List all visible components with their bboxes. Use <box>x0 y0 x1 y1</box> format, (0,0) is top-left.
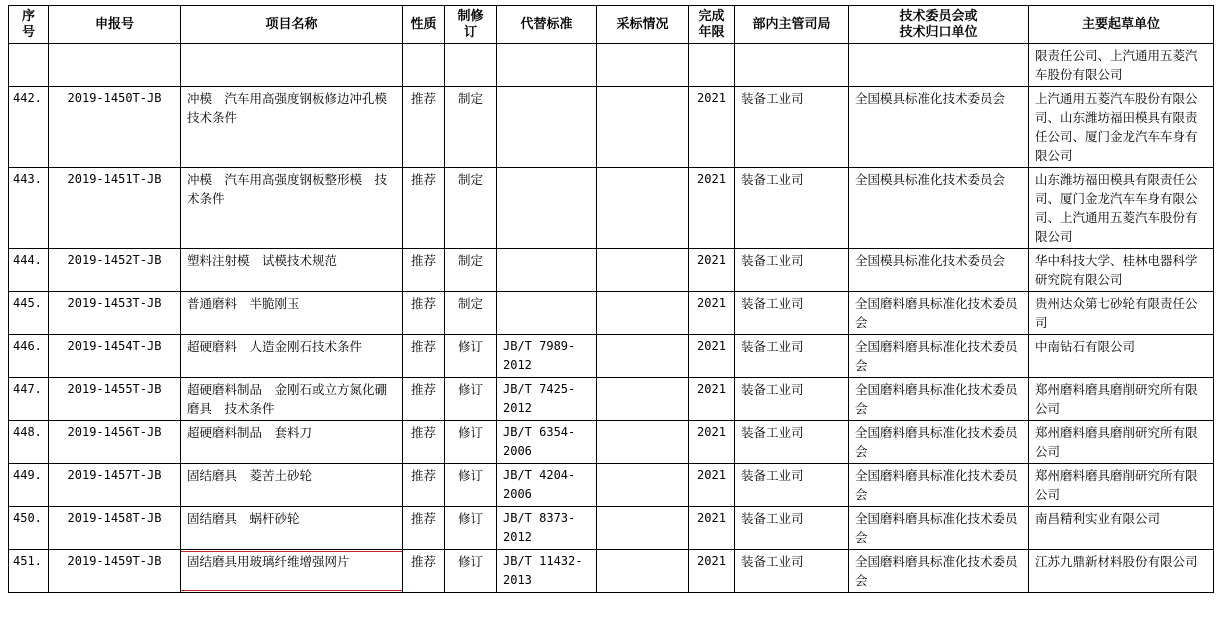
cell-dept: 装备工业司 <box>735 421 849 464</box>
cell-name: 超硬磨料制品 套料刀 <box>181 421 403 464</box>
cell-dept: 装备工业司 <box>735 335 849 378</box>
cell-seq <box>9 44 49 87</box>
cell-rev: 修订 <box>445 464 497 507</box>
header-rev: 制修 订 <box>445 6 497 44</box>
cell-year: 2021 <box>689 335 735 378</box>
cell-committee: 全国磨料磨具标准化技术委员会 <box>849 292 1029 335</box>
cell-dept: 装备工业司 <box>735 249 849 292</box>
cell-code: 2019-1453T-JB <box>49 292 181 335</box>
cell-adopt <box>597 378 689 421</box>
cell-adopt <box>597 335 689 378</box>
cell-nature: 推荐 <box>403 378 445 421</box>
cell-replace <box>497 168 597 249</box>
table-row <box>9 507 1214 550</box>
cell-replace <box>497 249 597 292</box>
cell-drafter: 江苏九鼎新材料股份有限公司 <box>1029 550 1214 593</box>
cell-rev: 修订 <box>445 507 497 550</box>
header-replace: 代替标准 <box>497 6 597 44</box>
cell-name: 塑料注射模 试模技术规范 <box>181 249 403 292</box>
cell-dept: 装备工业司 <box>735 378 849 421</box>
cell-drafter: 贵州达众第七砂轮有限责任公司 <box>1029 292 1214 335</box>
cell-nature: 推荐 <box>403 507 445 550</box>
header-name: 项目名称 <box>181 6 403 44</box>
cell-year: 2021 <box>689 292 735 335</box>
cell-code: 2019-1454T-JB <box>49 335 181 378</box>
cell-nature: 推荐 <box>403 292 445 335</box>
cell-seq: 442. <box>9 87 49 168</box>
cell-year: 2021 <box>689 168 735 249</box>
table-row <box>9 292 1214 335</box>
cell-year: 2021 <box>689 249 735 292</box>
header-seq: 序 号 <box>9 6 49 44</box>
cell-seq: 448. <box>9 421 49 464</box>
cell-drafter: 上汽通用五菱汽车股份有限公司、山东潍坊福田模具有限责任公司、厦门金龙汽车车身有限公司 <box>1029 87 1214 168</box>
cell-replace <box>497 87 597 168</box>
cell-dept: 装备工业司 <box>735 87 849 168</box>
cell-replace: JB/T 6354-2006 <box>497 421 597 464</box>
cell-committee: 全国磨料磨具标准化技术委员会 <box>849 421 1029 464</box>
cell-rev: 修订 <box>445 335 497 378</box>
cell-dept: 装备工业司 <box>735 550 849 593</box>
cell-code: 2019-1451T-JB <box>49 168 181 249</box>
cell-name: 超硬磨料 人造金刚石技术条件 <box>181 335 403 378</box>
cell-dept: 装备工业司 <box>735 168 849 249</box>
header-code: 申报号 <box>49 6 181 44</box>
cell-code: 2019-1456T-JB <box>49 421 181 464</box>
cell-nature: 推荐 <box>403 249 445 292</box>
cell-year: 2021 <box>689 87 735 168</box>
cell-nature: 推荐 <box>403 335 445 378</box>
header-year: 完成 年限 <box>689 6 735 44</box>
cell-committee: 全国模具标准化技术委员会 <box>849 87 1029 168</box>
cell-name: 固结磨具 蜗杆砂轮 <box>181 507 403 550</box>
cell-adopt <box>597 507 689 550</box>
cell-nature <box>403 44 445 87</box>
cell-year: 2021 <box>689 550 735 593</box>
table-row <box>9 378 1214 421</box>
cell-code: 2019-1457T-JB <box>49 464 181 507</box>
cell-committee: 全国磨料磨具标准化技术委员会 <box>849 335 1029 378</box>
cell-adopt <box>597 249 689 292</box>
cell-nature: 推荐 <box>403 464 445 507</box>
header-committee: 技术委员会或 技术归口单位 <box>849 6 1029 44</box>
cell-adopt <box>597 87 689 168</box>
table-row <box>9 421 1214 464</box>
cell-code: 2019-1452T-JB <box>49 249 181 292</box>
cell-rev: 修订 <box>445 378 497 421</box>
table-row-continuation <box>9 44 1214 87</box>
table-row <box>9 464 1214 507</box>
cell-name: 超硬磨料制品 金刚石或立方氮化硼磨具 技术条件 <box>181 378 403 421</box>
cell-name: 固结磨具 菱苦土砂轮 <box>181 464 403 507</box>
cell-adopt <box>597 421 689 464</box>
cell-adopt <box>597 550 689 593</box>
cell-rev: 修订 <box>445 550 497 593</box>
cell-name: 冲模 汽车用高强度钢板修边冲孔模 技术条件 <box>181 87 403 168</box>
cell-seq: 450. <box>9 507 49 550</box>
cell-replace <box>497 292 597 335</box>
cell-nature: 推荐 <box>403 87 445 168</box>
table-row <box>9 335 1214 378</box>
cell-rev <box>445 44 497 87</box>
cell-drafter: 郑州磨料磨具磨削研究所有限公司 <box>1029 421 1214 464</box>
cell-drafter: 山东潍坊福田模具有限责任公司、厦门金龙汽车车身有限公司、上汽通用五菱汽车股份有限公司 <box>1029 168 1214 249</box>
cell-nature: 推荐 <box>403 550 445 593</box>
cell-adopt <box>597 168 689 249</box>
table-row <box>9 168 1214 249</box>
cell-name <box>181 550 403 593</box>
cell-seq: 444. <box>9 249 49 292</box>
cell-dept: 装备工业司 <box>735 507 849 550</box>
cell-committee: 全国模具标准化技术委员会 <box>849 168 1029 249</box>
cell-drafter: 郑州磨料磨具磨削研究所有限公司 <box>1029 464 1214 507</box>
cell-replace: JB/T 7989-2012 <box>497 335 597 378</box>
cell-rev: 制定 <box>445 249 497 292</box>
cell-nature: 推荐 <box>403 421 445 464</box>
cell-code: 2019-1450T-JB <box>49 87 181 168</box>
cell-adopt <box>597 464 689 507</box>
table-row <box>9 249 1214 292</box>
table-row <box>9 550 1214 593</box>
header-dept: 部内主管司局 <box>735 6 849 44</box>
cell-drafter: 限责任公司、上汽通用五菱汽车股份有限公司 <box>1029 44 1214 87</box>
standards-table <box>8 5 1214 593</box>
cell-year: 2021 <box>689 464 735 507</box>
cell-drafter: 华中科技大学、桂林电器科学研究院有限公司 <box>1029 249 1214 292</box>
header-drafter: 主要起草单位 <box>1029 6 1214 44</box>
cell-replace: JB/T 4204-2006 <box>497 464 597 507</box>
cell-rev: 制定 <box>445 168 497 249</box>
cell-year: 2021 <box>689 421 735 464</box>
cell-seq: 449. <box>9 464 49 507</box>
cell-seq: 445. <box>9 292 49 335</box>
header-nature: 性质 <box>403 6 445 44</box>
header-adopt: 采标情况 <box>597 6 689 44</box>
table-row <box>9 87 1214 168</box>
cell-code: 2019-1455T-JB <box>49 378 181 421</box>
cell-adopt <box>597 292 689 335</box>
cell-name <box>181 44 403 87</box>
cell-adopt <box>597 44 689 87</box>
cell-seq: 451. <box>9 550 49 593</box>
cell-rev: 修订 <box>445 421 497 464</box>
cell-replace: JB/T 8373-2012 <box>497 507 597 550</box>
cell-seq: 447. <box>9 378 49 421</box>
cell-drafter: 中南钻石有限公司 <box>1029 335 1214 378</box>
cell-name: 普通磨料 半脆刚玉 <box>181 292 403 335</box>
cell-committee: 全国磨料磨具标准化技术委员会 <box>849 378 1029 421</box>
cell-drafter: 南昌精利实业有限公司 <box>1029 507 1214 550</box>
table-body <box>9 44 1214 593</box>
cell-committee: 全国磨料磨具标准化技术委员会 <box>849 507 1029 550</box>
cell-code: 2019-1458T-JB <box>49 507 181 550</box>
cell-drafter: 郑州磨料磨具磨削研究所有限公司 <box>1029 378 1214 421</box>
cell-dept <box>735 44 849 87</box>
header-row <box>9 6 1214 44</box>
cell-seq: 446. <box>9 335 49 378</box>
cell-committee: 全国磨料磨具标准化技术委员会 <box>849 464 1029 507</box>
cell-replace: JB/T 7425-2012 <box>497 378 597 421</box>
cell-seq: 443. <box>9 168 49 249</box>
cell-rev: 制定 <box>445 292 497 335</box>
cell-dept: 装备工业司 <box>735 292 849 335</box>
cell-committee: 全国模具标准化技术委员会 <box>849 249 1029 292</box>
cell-nature: 推荐 <box>403 168 445 249</box>
cell-year <box>689 44 735 87</box>
cell-committee <box>849 44 1029 87</box>
highlighted-name-text: 固结磨具用玻璃纤维增强网片 <box>187 554 350 569</box>
cell-year: 2021 <box>689 507 735 550</box>
cell-replace <box>497 44 597 87</box>
cell-rev: 制定 <box>445 87 497 168</box>
cell-name: 冲模 汽车用高强度钢板整形模 技术条件 <box>181 168 403 249</box>
cell-dept: 装备工业司 <box>735 464 849 507</box>
cell-code <box>49 44 181 87</box>
cell-code: 2019-1459T-JB <box>49 550 181 593</box>
cell-year: 2021 <box>689 378 735 421</box>
cell-replace: JB/T 11432-2013 <box>497 550 597 593</box>
cell-committee: 全国磨料磨具标准化技术委员会 <box>849 550 1029 593</box>
